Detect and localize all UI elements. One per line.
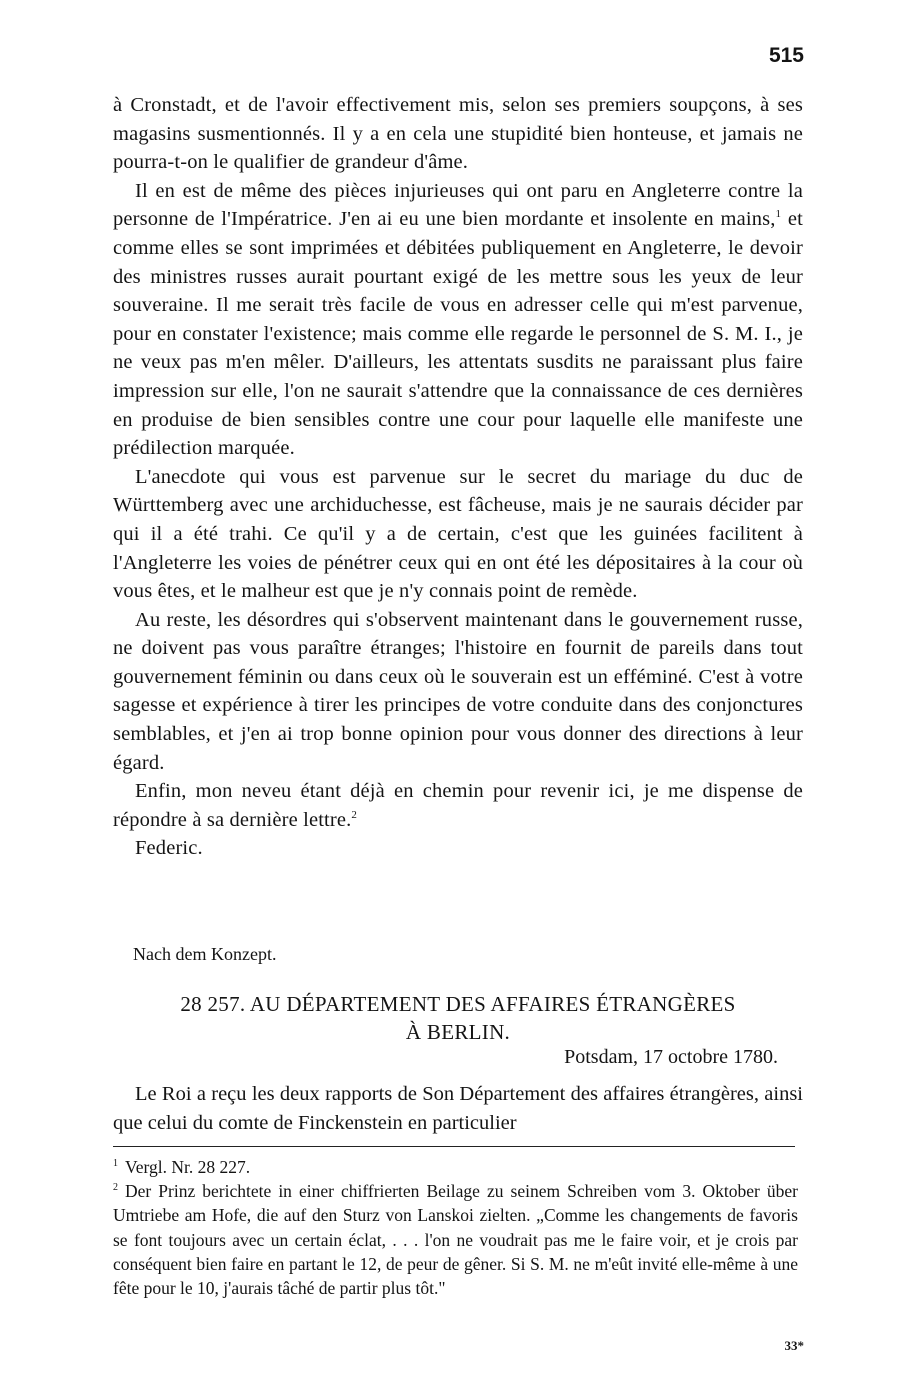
footnote: 1 Vergl. Nr. 28 227. (113, 1157, 251, 1177)
paragraph (113, 777, 803, 834)
paragraph: à Cronstadt, et de l'avoir effectivement mis, selon ses premiers soupçons, à ses magasins susmentionnés. Il y a en cela une stupidité bien honteuse, et jamais ne pourra-t-on le qualifier de grandeur d'âme. (113, 94, 803, 174)
letter-body-text (113, 91, 803, 863)
paragraph: Le Roi a reçu les deux rapports de Son Département des affaires étrangères, ainsi que celui du comte de Finckenstein en particulier (113, 1083, 803, 1134)
footnote-ref: 2 (351, 809, 358, 822)
footnote-ref: 1 (775, 208, 782, 221)
letter-heading-line: À BERLIN. (405, 1020, 511, 1044)
letter-heading-line: 28 257. AU DÉPARTEMENT DES AFFAIRES ÉTRANGÈRES (180, 992, 736, 1016)
printer-signature-mark: 33* (784, 1338, 804, 1353)
paragraph (113, 177, 803, 463)
letter-dateline: Potsdam, 17 octobre 1780. (564, 1046, 778, 1068)
page-number: 515 (768, 44, 804, 67)
footnotes (113, 1155, 798, 1300)
paragraph: Au reste, les désordres qui s'observent maintenant dans le gouvernement russe, ne doivent pas vous paraître étranges; l'histoire en fournit de pareils dans tout gouvernement féminin ou dans ceux où le souverain est un efféminé. C'est à votre sagesse et expérience à tirer les principes de votre conduite dans des conjonctures semblables, et j'en ai trop bonne opinion pour vous donner des directions à leur égard. (113, 608, 803, 774)
letter-opening (113, 1080, 803, 1137)
paragraph: L'anecdote qui vous est parvenue sur le secret du mariage du duc de Württemberg avec une archiduchesse, est fâcheuse, mais je ne saurais décider par qui il a été trahi. Ce qu'il y a de certain, c'est que les guinées facilitent à l'Angleterre les voies de pénétrer ceux qui en ont été les dépositaires à la cour où vous êtes, et le malheur est que je n'y connais point de remède. (113, 465, 803, 603)
footnote-divider (113, 1146, 795, 1147)
footnote-text: Vergl. Nr. 28 227. (125, 1157, 251, 1177)
paragraph-text: Enfin, mon neveu étant déjà en chemin pour revenir ici, je me dispense de répondre à sa dernière lettre. (113, 780, 803, 831)
letter-heading (113, 990, 803, 1046)
footnote: 2 Der Prinz berichtete in einer chiffrierten Beilage zu seinem Schreiben vom 3. Oktober über Umtriebe am Hofe, die auf den Sturz von Lanskoi zielten. „Comme les changements de favoris se font toujours avec un certain éclat, . . . l'on ne voudrait pas me le faire voir, et je crois par conséquent bien faire en partant le 12, de peur de gêner. Si S. M. ne m'eût invité elle-même à une fête pour le 10, j'aurais tâché de partir plus tôt." (113, 1181, 798, 1299)
paragraph-text: et comme elles se sont imprimées et débitées publiquement en Angleterre, le devoir des ministres russes aurait pourtant exigé de les mettre sous les yeux de leur souveraine. Il me serait très facile de vous en adresser celle qui m'est parvenue, pour en constater l'existence; mais comme elle regarde le personnel de S. M. I., je ne veux pas m'en mêler. D'ailleurs, les attentats susdits ne paraissant plus faire impression sur elle, l'on ne saurait s'attendre que la connaissance de ces dernières en produise de bien sensibles contre une cour pour laquelle elle manifeste une prédilection marquée. (113, 208, 803, 460)
source-note: Nach dem Konzept. (133, 944, 277, 964)
signature: Federic. (135, 837, 203, 860)
footnote-text: Der Prinz berichtete in einer chiffrierten Beilage zu seinem Schreiben vom 3. Oktober über Umtriebe am Hofe, die auf den Sturz von Lanskoi zielten. „Comme les changements de favoris se font toujours avec un certain éclat, . . . l'on ne voudrait pas me le faire voir, et je crois par conséquent bien faire en partant le 12, de peur de gêner. Si S. M. ne m'eût invité elle-même à une fête pour le 10, j'aurais tâché de partir plus tôt." (113, 1181, 798, 1299)
paragraph-text: Il en est de même des pièces injurieuses qui ont paru en Angleterre contre la personne de l'Impératrice. J'en ai eu une bien mordante et insolente en mains, (113, 179, 803, 231)
